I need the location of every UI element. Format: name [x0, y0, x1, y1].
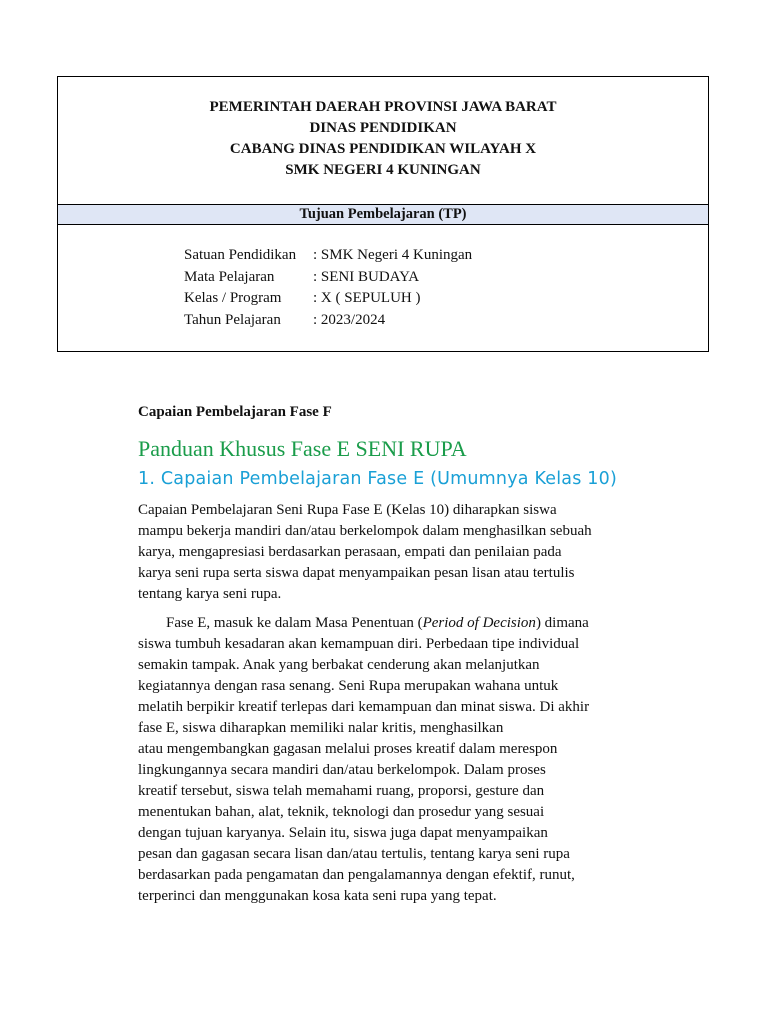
info-label: Mata Pelajaran — [184, 268, 275, 285]
paragraph-line: tentang karya seni rupa. — [138, 586, 282, 602]
paragraph-first-line — [138, 613, 638, 634]
paragraph-1 — [138, 500, 638, 605]
text-segment: Fase E, masuk ke dalam Masa Penentuan ( — [166, 615, 423, 631]
info-value: : X ( SEPULUH ) — [313, 290, 421, 307]
paragraph-line: kreatif tersebut, siswa telah memahami ruang, proporsi, gesture dan — [138, 783, 545, 799]
info-row — [184, 288, 472, 310]
info-row — [184, 267, 472, 289]
info-row — [184, 310, 472, 332]
paragraph-line: dengan tujuan karyanya. Selain itu, siswa juga dapat menyampaikan — [138, 825, 548, 841]
header-line-school: SMK NEGERI 4 KUNINGAN — [285, 162, 481, 178]
header-line-province: PEMERINTAH DAERAH PROVINSI JAWA BARAT — [209, 99, 557, 115]
info-label: Kelas / Program — [184, 290, 282, 307]
paragraph-line: siswa tumbuh kesadaran akan kemampuan diri. Perbedaan tipe individual — [138, 636, 580, 652]
paragraph-line: semakin tampak. Anak yang berbakat cenderung akan melanjutkan — [138, 657, 540, 673]
paragraph-line: menentukan bahan, alat, teknik, teknologi dan prosedur yang sesuai — [138, 804, 545, 820]
info-label: Satuan Pendidikan — [184, 247, 297, 263]
paragraph-line: melatih berpikir kreatif terlepas dari kemampuan dan minat siswa. Di akhir — [138, 699, 590, 715]
paragraph-line: fase E, siswa diharapkan memiliki nalar kritis, menghasilkan — [138, 720, 504, 736]
cp-heading: Capaian Pembelajaran Fase F — [138, 404, 332, 420]
text-segment: ) dimana — [535, 615, 589, 631]
paragraph-line: berdasarkan pada pengamatan dan pengalamannya dengan efektif, runut, — [138, 867, 575, 883]
paragraph-line: Capaian Pembelajaran Seni Rupa Fase E (Kelas 10) diharapkan siswa — [138, 502, 557, 518]
institution-header — [58, 77, 708, 205]
paragraph-line: lingkungannya secara mandiri dan/atau berkelompok. Dalam proses — [138, 762, 546, 778]
info-table — [184, 245, 472, 332]
italic-term: Period of Decision — [422, 615, 536, 631]
paragraph-2 — [138, 613, 638, 907]
section-subtitle: 1. Capaian Pembelajaran Fase E (Umumnya Kelas 10) — [138, 469, 617, 489]
header-line-agency: DINAS PENDIDIKAN — [309, 120, 457, 136]
info-value: : SENI BUDAYA — [313, 268, 420, 285]
paragraph-line: kegiatannya dengan rasa senang. Seni Rupa merupakan wahana untuk — [138, 678, 559, 694]
info-value: : SMK Negeri 4 Kuningan — [313, 247, 473, 263]
paragraph-line: karya, mengapresiasi berdasarkan perasaan, empati dan penilaian pada — [138, 544, 562, 560]
paragraph-line: atau mengembangkan gagasan melalui proses kreatif dalam merespon — [138, 741, 558, 757]
paragraph-line: mampu bekerja mandiri dan/atau berkelompok dalam menghasilkan sebuah — [138, 523, 592, 539]
header-box — [57, 76, 709, 352]
paragraph-line: pesan dan gagasan secara lisan dan/atau tertulis, tentang karya seni rupa — [138, 846, 570, 862]
tp-band-title: Tujuan Pembelajaran (TP) — [58, 204, 708, 225]
info-label: Tahun Pelajaran — [184, 312, 281, 329]
paragraph-line: terperinci dan menggunakan kosa kata seni rupa yang tepat. — [138, 888, 497, 904]
header-line-branch: CABANG DINAS PENDIDIKAN WILAYAH X — [229, 141, 537, 157]
guide-title: Panduan Khusus Fase E SENI RUPA — [138, 436, 467, 461]
document-content — [138, 402, 638, 907]
paragraph-line: karya seni rupa serta siswa dapat menyampaikan pesan lisan atau tertulis — [138, 565, 575, 581]
info-row — [184, 245, 472, 267]
info-value: : 2023/2024 — [313, 312, 386, 329]
